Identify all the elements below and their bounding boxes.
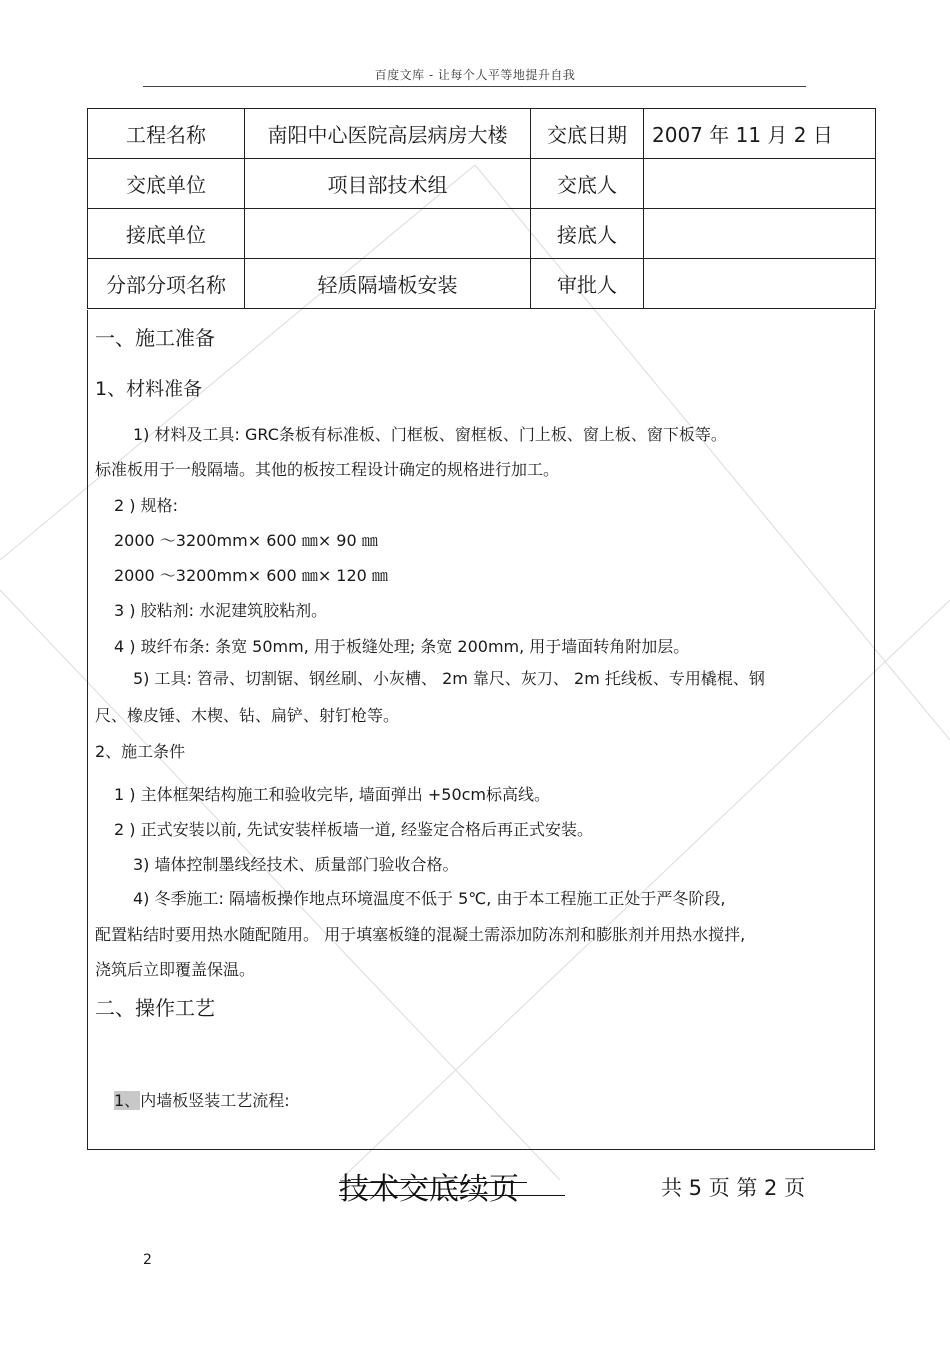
label-project-name: 工程名称 (88, 109, 245, 159)
info-row-receiver (88, 209, 876, 259)
materials-item-3: 3 ) 胶粘剂: 水泥建筑胶粘剂。 (114, 601, 328, 620)
value-handover-unit: 项目部技术组 (245, 159, 531, 209)
materials-item-5: 5) 工具: 笤帚、切割锯、钢丝刷、小灰槽、 2m 靠尺、灰刀、 2m 托线板、专用橇棍、钢 (133, 669, 765, 688)
info-row-project (88, 109, 876, 159)
spec-line-2: 2000 ～3200mm× 600 ㎜× 120 ㎜ (114, 566, 388, 585)
value-handover-person (644, 159, 876, 209)
subsection-title-materials: 1、材料准备 (95, 378, 203, 400)
section-title-process: 二、操作工艺 (95, 996, 215, 1020)
condition-item-4-cont-2: 浇筑后立即覆盖保温。 (95, 960, 256, 979)
info-row-subproject (88, 259, 876, 309)
materials-item-5-cont: 尺、橡皮锤、木楔、钻、扁铲、射钉枪等。 (95, 706, 400, 725)
label-subproject-name: 分部分项名称 (88, 259, 245, 309)
document-header: 百度文库 - 让每个人平等地提升自我 (374, 68, 576, 82)
footer-title: 技术交底续页 (339, 1172, 519, 1207)
value-approver (644, 259, 876, 309)
condition-item-2: 2 ) 正式安装以前, 先试安装样板墙一道, 经鉴定合格后再正式安装。 (114, 820, 593, 839)
page-number: 2 (143, 1252, 152, 1268)
subsection-title-conditions: 2、施工条件 (95, 742, 186, 761)
value-project-name: 南阳中心医院高层病房大楼 (245, 109, 531, 159)
value-receiver (644, 209, 876, 259)
condition-item-1: 1 ) 主体框架结构施工和验收完毕, 墙面弹出 +50cm标高线。 (114, 785, 551, 804)
footer-title-underline (339, 1195, 565, 1196)
label-handover-unit: 交底单位 (88, 159, 245, 209)
condition-item-3: 3) 墙体控制墨线经技术、质量部门验收合格。 (133, 855, 459, 874)
materials-item-2: 2 ) 规格: (114, 496, 178, 515)
process-subsection-1 (114, 1088, 290, 1111)
materials-item-1: 1) 材料及工具: GRC条板有标准板、门框板、窗框板、门上板、窗上板、窗下板等。 (133, 425, 727, 444)
label-approver: 审批人 (531, 259, 644, 309)
header-rule (143, 86, 806, 87)
materials-item-4: 4 ) 玻纤布条: 条宽 50mm, 用于板缝处理; 条宽 200mm, 用于墙面转角附加层。 (114, 637, 690, 656)
info-row-unit (88, 159, 876, 209)
process-subsection-number: 1、 (114, 1091, 141, 1110)
footer-page-info: 共 5 页 第 2 页 (661, 1176, 806, 1200)
condition-item-4: 4) 冬季施工: 隔墙板操作地点环境温度不低于 5℃, 由于本工程施工正处于严冬阶段, (133, 889, 726, 908)
label-receiver: 接底人 (531, 209, 644, 259)
materials-item-1-cont: 标准板用于一般隔墙。其他的板按工程设计确定的规格进行加工。 (95, 460, 560, 479)
value-handover-date: 2007 年 11 月 2 日 (644, 109, 876, 159)
label-handover-person: 交底人 (531, 159, 644, 209)
footer-title-strike (339, 1182, 527, 1183)
info-table (87, 108, 876, 309)
section-title-preparation: 一、施工准备 (95, 326, 215, 350)
label-handover-date: 交底日期 (531, 109, 644, 159)
condition-item-4-cont-1: 配置粘结时要用热水随配随用。 用于填塞板缝的混凝土需添加防冻剂和膨胀剂并用热水搅拌, (95, 925, 746, 944)
value-receiving-unit (245, 209, 531, 259)
label-receiving-unit: 接底单位 (88, 209, 245, 259)
spec-line-1: 2000 ～3200mm× 600 ㎜× 90 ㎜ (114, 531, 378, 550)
process-subsection-text: 内墙板竖装工艺流程: (140, 1091, 290, 1110)
value-subproject-name: 轻质隔墙板安装 (245, 259, 531, 309)
